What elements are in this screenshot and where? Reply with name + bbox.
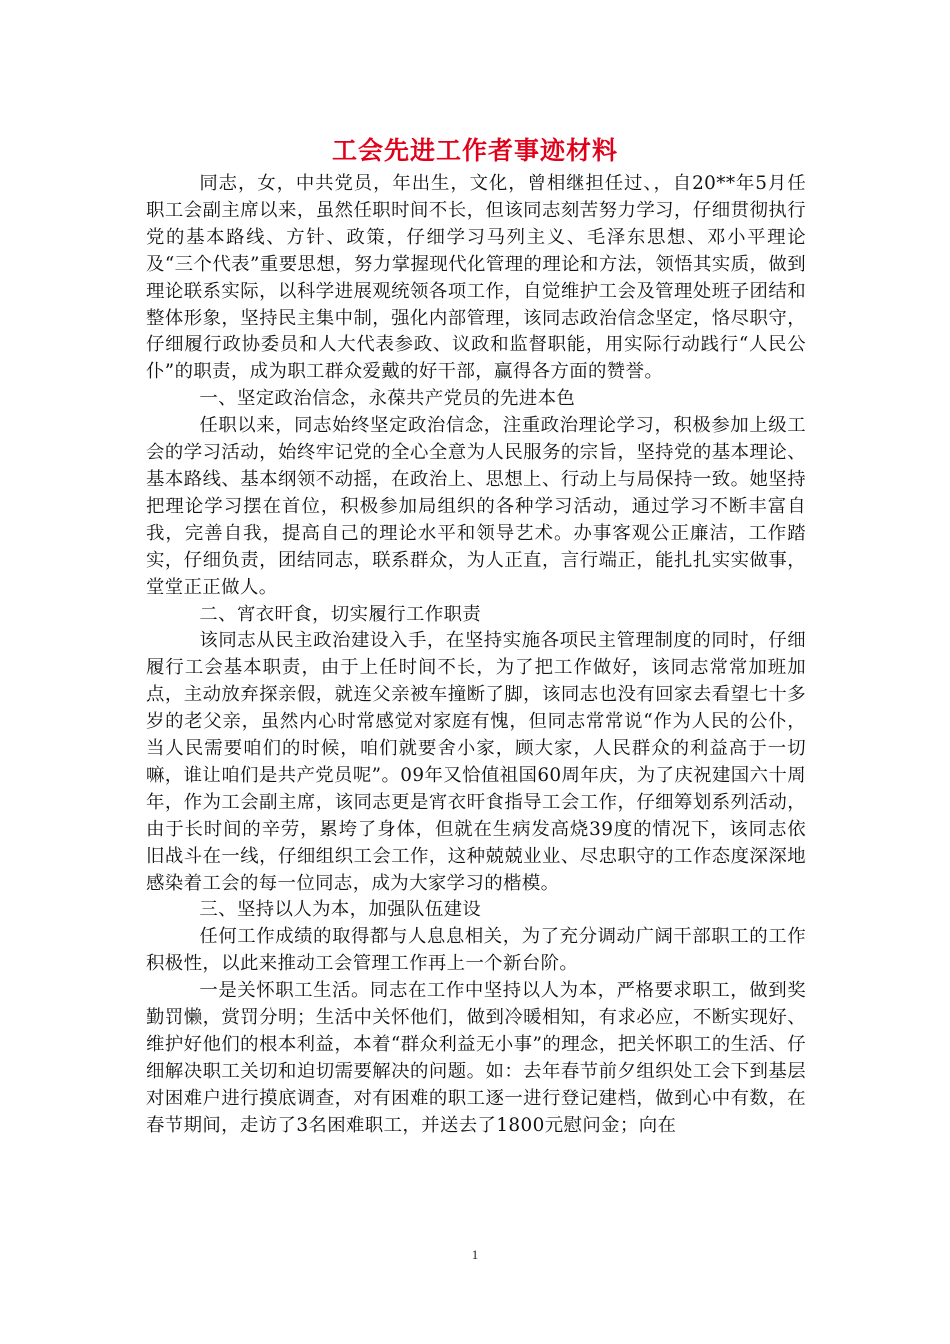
paragraph-care-staff: 一是关怀职工生活。同志在工作中坚持以人为本，严格要求职工，做到奖勤罚懒，赏罚分明；生活中关怀他们，做到冷暖相知，有求必应，不断实现好、维护好他们的根本利益，本着“群众利益无小事”的理念，把关怀职工的生活、仔细解决职工关切和迫切需要解决的问题。如：去年春节前夕组织处工会下到基层对困难户进行摸底调查，对有困难的职工逐一进行登记建档，做到心中有数，在春节期间，走访了3名困难职工，并送去了1800元慰问金；向在 (146, 980, 806, 1136)
document-body (146, 171, 806, 1140)
page-number: 1 (471, 1247, 479, 1262)
section-heading-2: 二、宵衣旰食，切实履行工作职责 (199, 603, 482, 625)
section-heading-3: 三、坚持以人为本，加强队伍建设 (199, 899, 482, 921)
paragraph-intro: 同志，女，中共党员，年出生，文化，曾相继担任过、，自20**年5月任职工会副主席以来，虽然任职时间不长，但该同志刻苦努力学习，仔细贯彻执行党的基本路线、方针、政策，仔细学习马列主义、毛泽东思想、邓小平理论及“三个代表”重要思想，努力掌握现代化管理的理论和方法，领悟其实质，做到理论联系实际，以科学进展观统领各项工作，自觉维护工会及管理处班子团结和整体形象，坚持民主集中制，强化内部管理，该同志政治信念坚定，恪尽职守，仔细履行政协委员和人大代表参政、议政和监督职能，用实际行动践行“人民公仆”的职责，成为职工群众爱戴的好干部，赢得各方面的赞誉。 (146, 173, 806, 383)
document-title: 工会先进工作者事迹材料 (331, 136, 618, 165)
paragraph-section-2: 该同志从民主政治建设入手，在坚持实施各项民主管理制度的同时，仔细履行工会基本职责，由于上任时间不长，为了把工作做好，该同志常常加班加点，主动放弃探亲假，就连父亲被车撞断了脚，该同志也没有回家去看望七十多岁的老父亲，虽然内心时常感觉对家庭有愧，但同志常常说“作为人民的公仆，当人民需要咱们的时候，咱们就要舍小家，顾大家，人民群众的利益高于一切嘛，谁让咱们是共产党员呢”。09年又恰值祖国60周年庆，为了庆祝建国六十周年，作为工会副主席，该同志更是宵衣旰食指导工会工作，仔细筹划系列活动，由于长时间的辛劳，累垮了身体，但就在生病发高烧39度的情况下，该同志依旧战斗在一线，仔细组织工会工作，这种兢兢业业、尽忠职守的工作态度深深地感染着工会的每一位同志，成为大家学习的楷模。 (146, 630, 806, 894)
paragraph-section-3: 任何工作成绩的取得都与人息息相关，为了充分调动广阔干部职工的工作积极性，以此来推动工会管理工作再上一个新台阶。 (146, 926, 806, 975)
section-heading-1: 一、坚定政治信念，永葆共产党员的先进本色 (199, 388, 576, 410)
paragraph-section-1: 任职以来，同志始终坚定政治信念，注重政治理论学习，积极参加上级工会的学习活动，始终牢记党的全心全意为人民服务的宗旨，坚持党的基本理论、基本路线、基本纲领不动摇，在政治上、思想上、行动上与局保持一致。她坚持把理论学习摆在首位，积极参加局组织的各种学习活动，通过学习不断丰富自我，完善自我，提高自己的理论水平和领导艺术。办事客观公正廉洁，工作踏实，仔细负责，团结同志，联系群众，为人正直，言行端正，能扎扎实实做事，堂堂正正做人。 (146, 415, 806, 598)
